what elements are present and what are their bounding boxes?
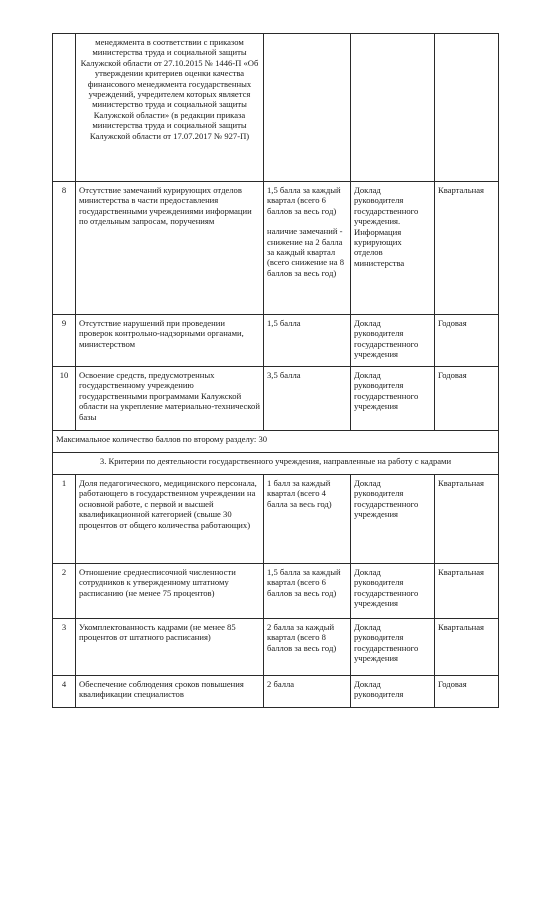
report-cell: Доклад руководителя: [351, 676, 435, 708]
row-number: 8: [53, 182, 76, 315]
section-total-row: [53, 431, 499, 453]
section-total-text: Максимальное количество баллов по второму разделу: 30: [53, 431, 499, 453]
points-cell: 1 балл за каждый квартал (всего 4 балла за весь год): [264, 475, 351, 564]
points-cell: 3,5 балла: [264, 367, 351, 431]
row-number: 2: [53, 564, 76, 619]
criterion-cell: Отсутствие нарушений при проведении проверок контрольно-надзорными органами, министерством: [76, 315, 264, 367]
criterion-cell: Отношение среднесписочной численности сотрудников к утвержденному штатному расписанию (не менее 75 процентов): [76, 564, 264, 619]
row-number: 3: [53, 619, 76, 676]
report-cell: Доклад руководителя государственного учреждения: [351, 619, 435, 676]
points-cell: 1,5 балла за каждый квартал (всего 6 баллов за весь год): [264, 564, 351, 619]
table-row: [53, 367, 499, 431]
report-cell: Доклад руководителя государственного учреждения. Информация курирующих отделов министерства: [351, 182, 435, 315]
criterion-cell: Укомплектованность кадрами (не менее 85 процентов от штатного расписания): [76, 619, 264, 676]
table-row: [53, 475, 499, 564]
report-cell: Доклад руководителя государственного учреждения: [351, 367, 435, 431]
points-penalty-text: наличие замечаний - снижение на 2 балла за каждый квартал (всего снижение на 8 баллов за весь год): [267, 226, 345, 278]
table-row: [53, 564, 499, 619]
report-cell: Доклад руководителя государственного учреждения: [351, 315, 435, 367]
section-header-text: 3. Критерии по деятельности государственного учреждения, направленные на работу с кадрами: [53, 453, 499, 475]
criterion-cell: менеджмента в соответствии с приказом министерства труда и социальной защиты Калужской области от 27.10.2015 № 1446-П «Об утверждении критериев оценки качества финансового менеджмента государственных учреждений, учредителем которых является министерство труда и социальной защиты Калужской области» (в редакции приказа министерства труда и социальной защиты Калужской области от 17.07.2017 № 927-П): [76, 34, 264, 182]
report-cell: Доклад руководителя государственного учреждения: [351, 564, 435, 619]
table-row: [53, 315, 499, 367]
row-number: [53, 34, 76, 182]
period-cell: Годовая: [435, 367, 499, 431]
row-number: 4: [53, 676, 76, 708]
criteria-table: [52, 33, 499, 708]
period-cell: Квартальная: [435, 564, 499, 619]
points-cell: [264, 182, 351, 315]
points-cell: 1,5 балла: [264, 315, 351, 367]
period-cell: Годовая: [435, 676, 499, 708]
criterion-cell: Освоение средств, предусмотренных государственному учреждению государственными программами Калужской области на укрепление материально-технической базы: [76, 367, 264, 431]
period-cell: Квартальная: [435, 182, 499, 315]
row-number: 10: [53, 367, 76, 431]
points-cell: 2 балла: [264, 676, 351, 708]
report-cell: [351, 34, 435, 182]
period-cell: [435, 34, 499, 182]
section-header-row: [53, 453, 499, 475]
period-cell: Квартальная: [435, 619, 499, 676]
period-cell: Годовая: [435, 315, 499, 367]
table-row: [53, 619, 499, 676]
row-number: 1: [53, 475, 76, 564]
period-cell: Квартальная: [435, 475, 499, 564]
table-row: [53, 676, 499, 708]
points-cell: 2 балла за каждый квартал (всего 8 баллов за весь год): [264, 619, 351, 676]
table-row: [53, 34, 499, 182]
criterion-cell: Отсутствие замечаний курирующих отделов министерства в части предоставления государственными учреждениями информации по отдельным запросам, поручениям: [76, 182, 264, 315]
report-cell: Доклад руководителя государственного учреждения: [351, 475, 435, 564]
points-cell: [264, 34, 351, 182]
criterion-cell: Доля педагогического, медицинского персонала, работающего в государственном учреждении на основной работе, с первой и высшей квалификационной категорией (свыше 30 процентов от общего количества работающих): [76, 475, 264, 564]
table-row: [53, 182, 499, 315]
row-number: 9: [53, 315, 76, 367]
points-text: 1,5 балла за каждый квартал (всего 6 баллов за весь год): [267, 185, 341, 216]
criterion-cell: Обеспечение соблюдения сроков повышения квалификации специалистов: [76, 676, 264, 708]
